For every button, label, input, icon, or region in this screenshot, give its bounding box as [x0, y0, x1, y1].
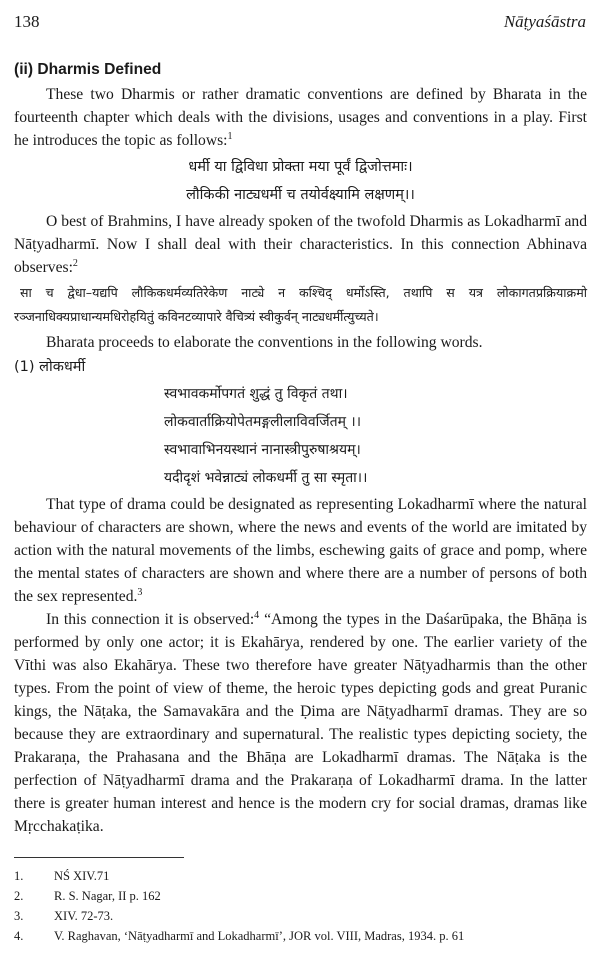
footnote-ref-2: 2	[72, 257, 78, 269]
paragraph-4: That type of drama could be designated as representing Lokadharmī where the natural behaviour of characters are shown, where the news and events of the world are imitated by action with the natural movements of the limbs, eschewing gaits of grace and pomp, where the mental states of characters are shown and where there are a number of persons of both the sex represented.$^3$	[14, 496, 587, 605]
paragraph-3: Bharata proceeds to elaborate the conventions in the following words.	[46, 334, 483, 351]
running-title: Nāṭyaśāstra	[503, 12, 586, 31]
footnote-ref-4: 4	[254, 609, 260, 621]
verse-2-line-2: लोकवार्ताक्रियोपेतमङ्गलीलाविवर्जितम् ।।	[164, 414, 362, 430]
verse-2-line-3: स्वभावाभिनयस्थानं नानास्त्रीपुरुषाश्रयम्।	[164, 442, 361, 458]
verse-1-line-2: लौकिकी नाट्यधर्मी च तयोर्वक्ष्यामि लक्षणम्।।	[186, 187, 415, 203]
footnote-3: 3. XIV. 72-73.	[14, 909, 114, 923]
paragraph-2: O best of Brahmins, I have already spoken of the twofold Dharmis as Lokadharmī and Nāṭyadharmī. Now I shall deal with their characteristics. In this connection Abhinava observes:$^2$	[14, 213, 587, 276]
section-title: (ii) Dharmis Defined	[14, 61, 162, 78]
footnote-2: 2. R. S. Nagar, II p. 162	[14, 889, 161, 903]
footnotes	[14, 866, 594, 946]
verse-2-line-1: स्वभावकर्मोपगतं शुद्धं तु विकृतं तथा।	[164, 386, 348, 402]
footnote-1: 1. NŚ XIV.71	[14, 869, 110, 883]
footnote-ref-3: 3	[137, 586, 143, 598]
verse-2-line-4: यदीदृशं भवेन्नाट्यं लोकधर्मी तु सा स्मृता।।	[164, 470, 368, 486]
page-body	[14, 58, 587, 838]
footnote-divider	[14, 857, 184, 858]
footnote-4: 4. V. Raghavan, ‘Nāṭyadharmī and Lokadharmī’, JOR vol. VIII, Madras, 1934. p. 61	[14, 929, 465, 943]
footnote-ref-1: 1	[227, 130, 233, 142]
abhinava-quote: सा च द्वेधा–यद्यपि लौकिकधर्मव्यतिरेकेण नाट्ये न कश्चिद् धर्मोऽस्ति, तथापि स यत्र लोकागतप्रक्रियाक्रमो रञ्जनाधिक्यप्राधान्यमधिरोहयितुं कविनटव्यापारे वैचित्र्यं स्वीकुर्वन् नाट्यधर्मीत्युच्यते।	[14, 285, 587, 324]
subheading-lokadharmi: (1) लोकधर्मी	[14, 359, 86, 375]
page-number: 138	[14, 12, 40, 31]
verse-1-line-1: धर्मी या द्विविधा प्रोक्ता मया पूर्वं द्विजोत्तमाः।	[188, 159, 413, 175]
paragraph-5: In this connection it is observed:$^4$ “Among the types in the Daśarūpaka, the Bhāṇa is performed by only one actor; it is Ekahārya, rendered by one. The earlier variety of the Vīthi was also Ekahārya. These two therefore have greater Nāṭyadharmis than the other types. From the point of view of theme, the heroic types depicting gods and great Puranic kings, the Nāṭaka, the Samavakāra and the Ḍima are Nāṭyadharmī dramas. They are so because they are extraordinary and supernatural. The realistic types depicting society, the Prakaraṇa, the Prahasana and the Bhāṇa are Lokadharmī dramas. The Nāṭaka is the perfection of Nāṭyadharmī drama and the Prakaraṇa of Lokadharmī drama. In the latter there is greater human interest and hence is the modern cry for social dramas, dramas like Mṛcchakaṭika.	[14, 609, 587, 835]
paragraph-1: These two Dharmis or rather dramatic conventions are defined by Bharata in the fourteenth chapter which deals with the divisions, usages and conventions in a play. First he introduces the topic as follows:$^1$	[14, 86, 587, 149]
